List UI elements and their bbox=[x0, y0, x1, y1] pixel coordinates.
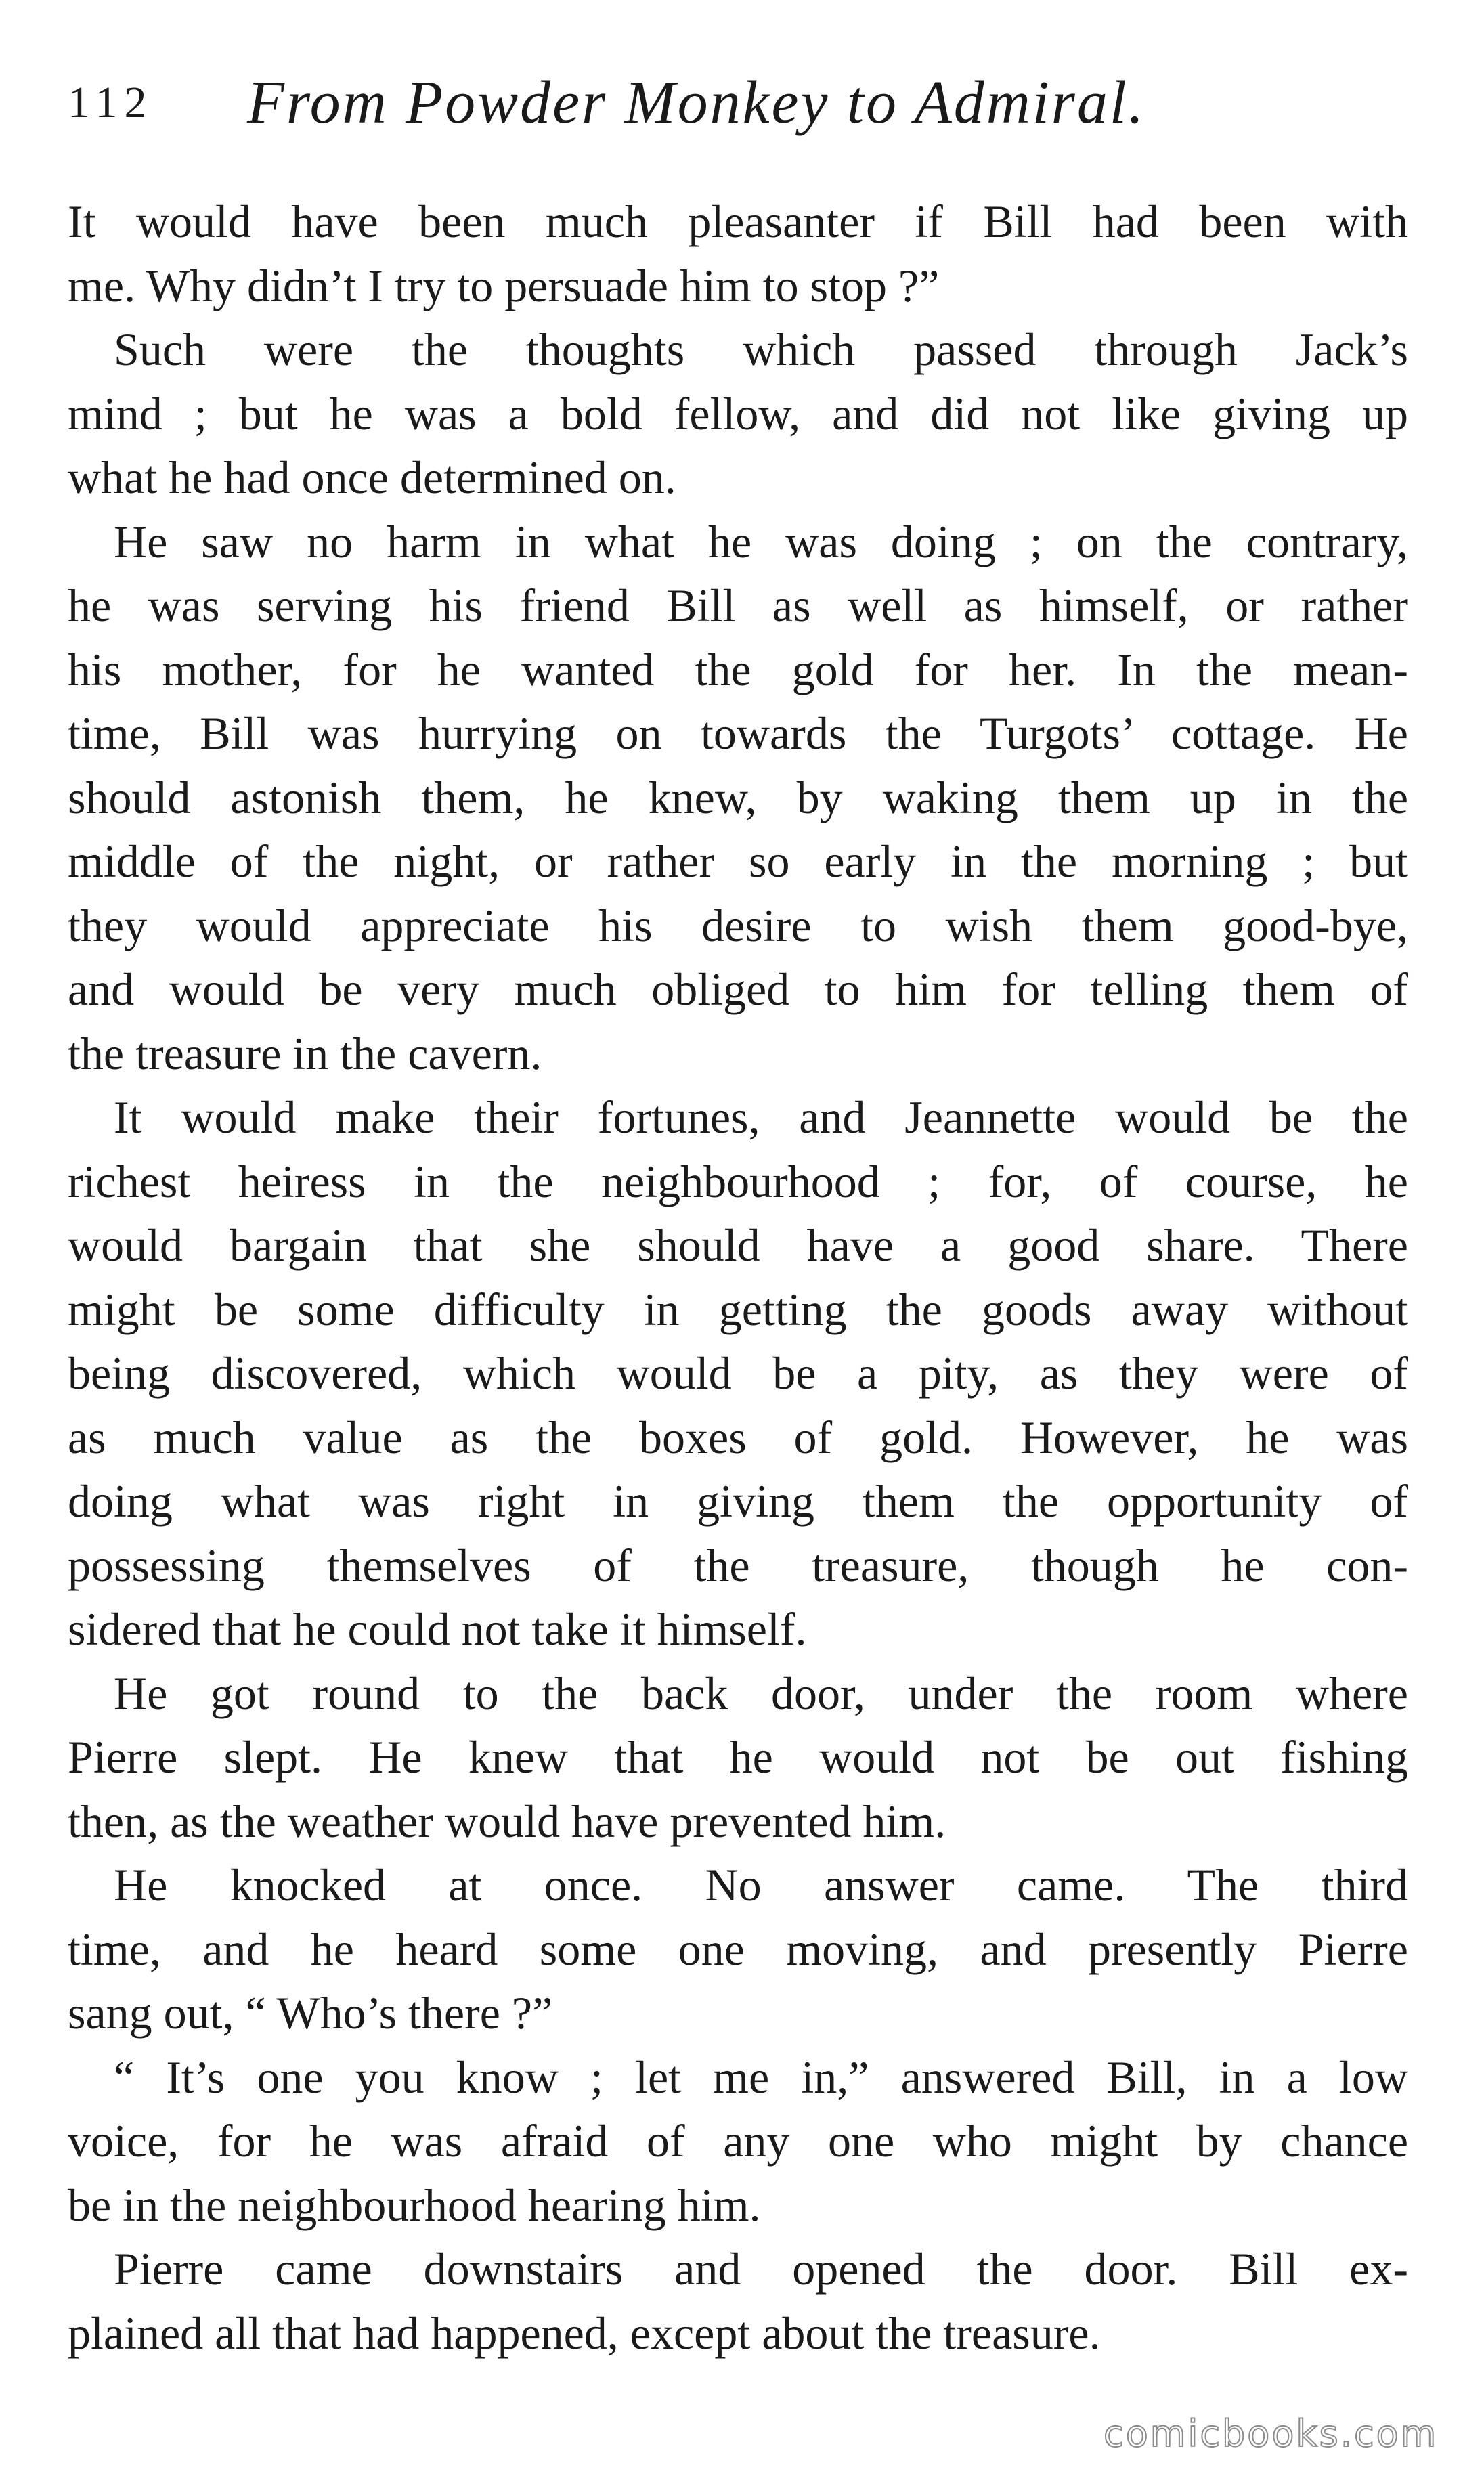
text-line: richest heiress in the neighbourhood ; for, of course, he bbox=[68, 1155, 1408, 1207]
text-line: time, Bill was hurrying on towards the Turgots’ cottage. He bbox=[68, 708, 1408, 759]
text-line: Pierre came downstairs and opened the door. Bill ex- bbox=[114, 2243, 1408, 2295]
text-line: being discovered, which would be a pity, as they were of bbox=[68, 1347, 1408, 1399]
paragraph bbox=[68, 1085, 1408, 1661]
text-line: possessing themselves of the treasure, though he con- bbox=[68, 1539, 1408, 1591]
text-line: plained all that had happened, except about the treasure. bbox=[68, 2307, 1101, 2359]
text-line: the treasure in the cavern. bbox=[68, 1027, 542, 1079]
text-line: be in the neighbourhood hearing him. bbox=[68, 2179, 761, 2231]
text-line: time, and he heard some one moving, and presently Pierre bbox=[68, 1923, 1408, 1975]
text-line: me. Why didn’t I try to persuade him to stop ?” bbox=[68, 259, 940, 311]
text-line: He knocked at once. No answer came. The third bbox=[114, 1859, 1408, 1911]
paragraph bbox=[68, 2237, 1408, 2365]
text-line: and would be very much obliged to him for telling them of bbox=[68, 963, 1408, 1015]
page-number: 112 bbox=[68, 78, 154, 127]
paragraph bbox=[68, 318, 1408, 510]
paragraph bbox=[68, 510, 1408, 1086]
text-line: mind ; but he was a bold fellow, and did not like giving up bbox=[68, 387, 1408, 439]
text-line: sidered that he could not take it himself. bbox=[68, 1603, 807, 1655]
text-line: should astonish them, he knew, by waking them up in the bbox=[68, 771, 1408, 823]
text-line: He got round to the back door, under the room where bbox=[114, 1667, 1408, 1719]
paragraph bbox=[68, 1853, 1408, 2045]
text-line: what he had once determined on. bbox=[68, 452, 676, 503]
text-line: doing what was right in giving them the opportunity of bbox=[68, 1475, 1408, 1527]
text-line: his mother, for he wanted the gold for her. In the mean- bbox=[68, 643, 1408, 695]
text-line: voice, for he was afraid of any one who might by chance bbox=[68, 2115, 1408, 2167]
book-title: From Powder Monkey to Admiral. bbox=[247, 69, 1146, 136]
text-line: they would appreciate his desire to wish them good-bye, bbox=[68, 899, 1408, 951]
paragraph bbox=[68, 2045, 1408, 2238]
text-line: middle of the night, or rather so early in the morning ; but bbox=[68, 835, 1408, 887]
text-line: he was serving his friend Bill as well as himself, or rather bbox=[68, 580, 1408, 631]
text-line: “ It’s one you know ; let me in,” answered Bill, in a low bbox=[114, 2051, 1408, 2103]
text-line: Such were the thoughts which passed through Jack’s bbox=[114, 324, 1408, 375]
running-head bbox=[68, 62, 1408, 144]
text-line: It would make their fortunes, and Jeannette would be the bbox=[114, 1091, 1408, 1143]
text-line: It would have been much pleasanter if Bill had been with bbox=[68, 196, 1408, 247]
text-line: He saw no harm in what he was doing ; on the contrary, bbox=[114, 515, 1408, 567]
paragraph bbox=[68, 1661, 1408, 1854]
text-line: would bargain that she should have a good share. There bbox=[68, 1219, 1408, 1271]
text-line: sang out, “ Who’s there ?” bbox=[68, 1987, 553, 2039]
text-line: as much value as the boxes of gold. However, he was bbox=[68, 1411, 1408, 1463]
paragraph bbox=[68, 190, 1408, 318]
text-line: then, as the weather would have prevented him. bbox=[68, 1795, 946, 1847]
body-text bbox=[68, 190, 1408, 2365]
watermark: comicbooks.com bbox=[1104, 2412, 1439, 2455]
text-line: Pierre slept. He knew that he would not be out fishing bbox=[68, 1731, 1408, 1783]
text-line: might be some difficulty in getting the goods away without bbox=[68, 1283, 1408, 1335]
